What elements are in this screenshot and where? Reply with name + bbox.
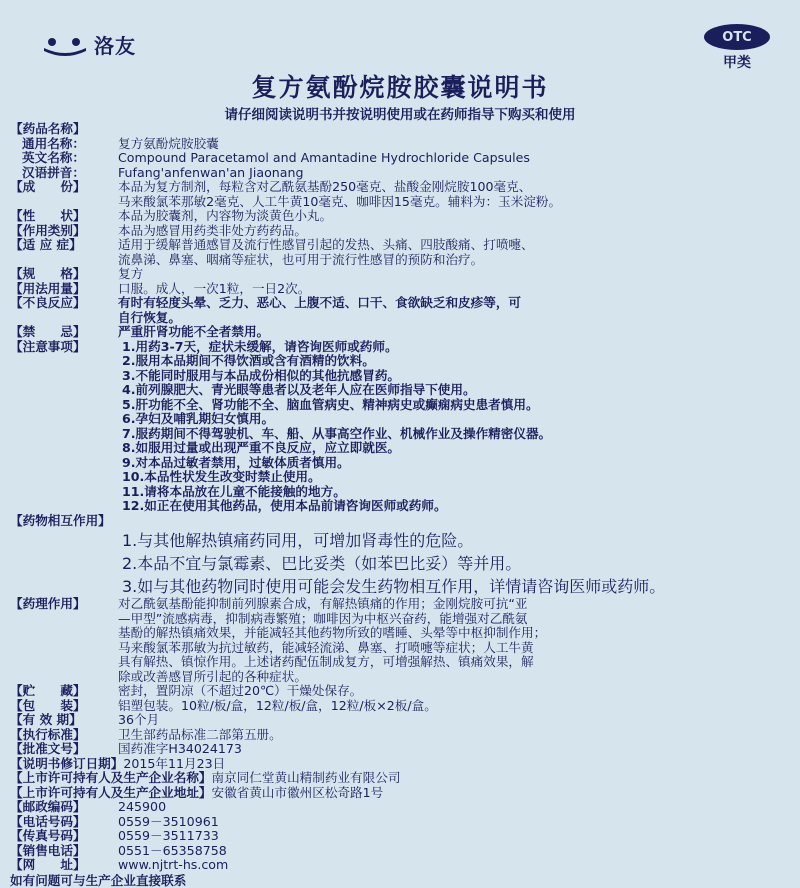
brand-logo-icon xyxy=(42,34,88,56)
package-value: 铝塑包装。10粒/板/盒，12粒/板/盒，12粒/板×2板/盒。 xyxy=(118,697,437,713)
standard-row xyxy=(10,728,790,743)
composition-value xyxy=(118,180,790,209)
pharmacology-line: 具有解热、镇惊作用。上述诸药配伍制成复方，可增强解热、镇痛效果，解 xyxy=(118,654,534,669)
dosage-value: 口服。成人，一次1粒，一日2次。 xyxy=(118,280,311,296)
indication-value xyxy=(118,238,790,267)
standard-label: 【执行标准】 xyxy=(10,726,86,742)
otc-class: 甲类 xyxy=(723,55,751,71)
pinyin-row xyxy=(10,166,790,181)
contra-value: 严重肝肾功能不全者禁用。 xyxy=(118,324,270,339)
otc-badge: OTC xyxy=(704,24,770,50)
validity-row xyxy=(10,713,790,728)
character-row xyxy=(10,209,790,224)
pharmacology-line: 除或改善感冒所引起的各种症状。 xyxy=(118,668,307,684)
list-item: 1.用药3-7天，症状未缓解，请咨询医师或药师。 xyxy=(122,338,398,354)
pinyin-label: 汉语拼音： xyxy=(22,164,85,180)
storage-value: 密封，置阴凉（不超过20℃）干燥处保存。 xyxy=(118,683,363,698)
list-item: 9.对本品过敏者禁用，过敏体质者慎用。 xyxy=(122,454,350,470)
list-item: 10.本品性状发生改变时禁止使用。 xyxy=(122,469,321,484)
storage-label: 【贮 藏】 xyxy=(10,683,86,698)
phone-row xyxy=(10,815,790,830)
english-name-row xyxy=(10,151,790,166)
contra-row xyxy=(10,325,790,340)
pharmacology-line: 基酚的解热镇痛效果，并能减轻其他药物所致的嗜睡、头晕等中枢抑制作用； xyxy=(118,625,547,640)
validity-label: 【有 效 期】 xyxy=(10,712,82,727)
postcode-label: 【邮政编码】 xyxy=(10,799,86,814)
postcode-value: 245900 xyxy=(118,799,167,814)
postcode-row xyxy=(10,800,790,815)
character-label: 【性 状】 xyxy=(10,208,86,223)
indication-label: 【适 应 症】 xyxy=(10,237,82,252)
revision-row xyxy=(10,757,790,772)
indication-line: 适用于缓解普通感冒及流行性感冒引起的发热、头痛、四肢酸痛、打喷嚏、 xyxy=(118,237,534,252)
pharmacology-value xyxy=(118,597,790,684)
pinyin-value: Fufang'anfenwan'an Jiaonang xyxy=(118,164,304,180)
adverse-row xyxy=(10,296,790,325)
composition-row xyxy=(10,180,790,209)
adverse-label: 【不良反应】 xyxy=(10,295,86,310)
dosage-label: 【用法用量】 xyxy=(10,280,86,296)
website-row xyxy=(10,858,790,873)
sales-row xyxy=(10,844,790,859)
interactions-section xyxy=(10,514,790,598)
approval-label: 【批准文号】 xyxy=(10,741,86,756)
composition-line: 马来酸氯苯那敏2毫克、人工牛黄10毫克、咖啡因15毫克。辅料为：玉米淀粉。 xyxy=(118,193,562,209)
pharmacology-line: —甲型”流感病毒，抑制病毒繁殖；咖啡因为中枢兴奋药，能增强对乙酰氨 xyxy=(118,610,528,626)
common-name-row xyxy=(10,137,790,152)
composition-label: 【成 份】 xyxy=(10,179,86,194)
storage-row xyxy=(10,684,790,699)
spec-value: 复方 xyxy=(118,266,144,281)
indication-row xyxy=(10,238,790,267)
list-item: 11.请将本品放在儿童不能接触的地方。 xyxy=(122,483,346,499)
indication-line: 流鼻涕、鼻塞、咽痛等症状，也可用于流行性感冒的预防和治疗。 xyxy=(118,251,484,267)
common-name-value: 复方氨酚烷胺胶囊 xyxy=(118,135,219,151)
revision-label: 【说明书修订日期】 xyxy=(10,755,124,771)
composition-line: 本品为复方制剂，每粒含对乙酰氨基酚250毫克、盐酸金刚烷胺100毫克、 xyxy=(118,179,532,194)
adverse-value xyxy=(118,296,790,325)
pharmacology-line: 对乙酰氨基酚能抑制前列腺素合成，有解热镇痛的作用；金刚烷胺可抗“亚 xyxy=(118,596,528,611)
category-value: 本品为感冒用药类非处方药药品。 xyxy=(118,222,307,238)
english-name-value: Compound Paracetamol and Amantadine Hydrochloride Capsules xyxy=(118,150,530,165)
drug-name-label: 【药品名称】 xyxy=(10,121,86,136)
fax-value: 0559－3511733 xyxy=(118,828,219,843)
sales-value: 0551－65358758 xyxy=(118,842,227,858)
list-item: 1.与其他解热镇痛药同用，可增加肾毒性的危险。 xyxy=(122,531,474,550)
footer-note: 如有问题可与生产企业直接联系 xyxy=(10,872,187,888)
holder-row xyxy=(10,771,790,786)
list-item: 7.服药期间不得驾驶机、车、船、从事高空作业、机械作业及操作精密仪器。 xyxy=(122,425,552,441)
list-item: 3.如与其他药物同时使用可能会发生药物相互作用，详情请咨询医师或药师。 xyxy=(122,577,666,596)
phone-value: 0559－3510961 xyxy=(118,813,219,829)
otc-mark xyxy=(704,24,770,72)
category-row xyxy=(10,224,790,239)
pharmacology-label: 【药理作用】 xyxy=(10,596,86,611)
common-name-label: 通用名称： xyxy=(22,135,85,151)
contra-label: 【禁 忌】 xyxy=(10,324,86,339)
list-item: 2.服用本品期间不得饮酒或含有酒精的饮料。 xyxy=(122,353,375,368)
list-item: 8.如服用过量或出现严重不良反应，应立即就医。 xyxy=(122,440,401,455)
list-item: 2.本品不宜与氯霉素、巴比妥类（如苯巴比妥）等并用。 xyxy=(122,554,522,573)
fax-row xyxy=(10,829,790,844)
dosage-row xyxy=(10,282,790,297)
english-name-label: 英文名称： xyxy=(22,150,85,165)
package-label: 【包 装】 xyxy=(10,697,86,713)
revision-value: 2015年11月23日 xyxy=(123,755,226,771)
precautions-row xyxy=(10,340,790,514)
standard-value: 卫生部药品标准二部第五册。 xyxy=(118,726,282,742)
sales-label: 【销售电话】 xyxy=(10,842,86,858)
website-value: www.njtrt-hs.com xyxy=(118,857,229,872)
list-item: 4.前列腺肥大、青光眼等患者以及老年人应在医师指导下使用。 xyxy=(122,382,476,397)
holder-value: 南京同仁堂黄山精制药业有限公司 xyxy=(211,770,401,785)
address-label: 【上市许可持有人及生产企业地址】 xyxy=(10,784,212,800)
spec-row xyxy=(10,267,790,282)
pharmacology-line: 马来酸氯苯那敏为抗过敏药，能减轻流涕、鼻塞、打喷嚏等症状；人工牛黄 xyxy=(118,639,534,655)
category-label: 【作用类别】 xyxy=(10,222,86,238)
page-subtitle: 请仔细阅读说明书并按说明使用或在药师指导下购买和使用 xyxy=(224,107,576,123)
validity-value: 36个月 xyxy=(118,712,160,727)
phone-label: 【电话号码】 xyxy=(10,813,86,829)
character-value: 本品为胶囊剂，内容物为淡黄色小丸。 xyxy=(118,208,333,223)
list-item: 12.如正在使用其他药品，使用本品前请咨询医师或药师。 xyxy=(122,498,447,513)
brand xyxy=(42,30,136,59)
page-title: 复方氨酚烷胺胶囊说明书 xyxy=(251,73,549,102)
adverse-line: 自行恢复。 xyxy=(118,309,181,325)
approval-value: 国药准字H34024173 xyxy=(118,741,242,756)
precautions-label: 【注意事项】 xyxy=(10,338,86,354)
brand-name: 洛友 xyxy=(94,34,136,58)
package-row xyxy=(10,699,790,714)
list-item: 5.肝功能不全、肾功能不全、脑血管病史、精神病史或癫痫病史患者慎用。 xyxy=(122,396,539,412)
list-item: 3.不能同时服用与本品成份相似的其他抗感冒药。 xyxy=(122,367,401,383)
adverse-line: 有时有轻度头晕、乏力、恶心、上腹不适、口干、食欲缺乏和皮疹等，可 xyxy=(118,295,521,310)
address-row xyxy=(10,786,790,801)
fax-label: 【传真号码】 xyxy=(10,828,86,843)
leaflet-content xyxy=(10,122,790,888)
website-label: 【网 址】 xyxy=(10,857,86,872)
spec-label: 【规 格】 xyxy=(10,266,86,281)
precautions-list xyxy=(118,340,790,514)
list-item: 6.孕妇及哺乳期妇女慎用。 xyxy=(122,411,275,426)
interactions-label: 【药物相互作用】 xyxy=(10,512,111,528)
pharmacology-row xyxy=(10,597,790,684)
address-value: 安徽省黄山市徽州区松奇路1号 xyxy=(211,784,384,800)
holder-label: 【上市许可持有人及生产企业名称】 xyxy=(10,770,212,785)
approval-row xyxy=(10,742,790,757)
